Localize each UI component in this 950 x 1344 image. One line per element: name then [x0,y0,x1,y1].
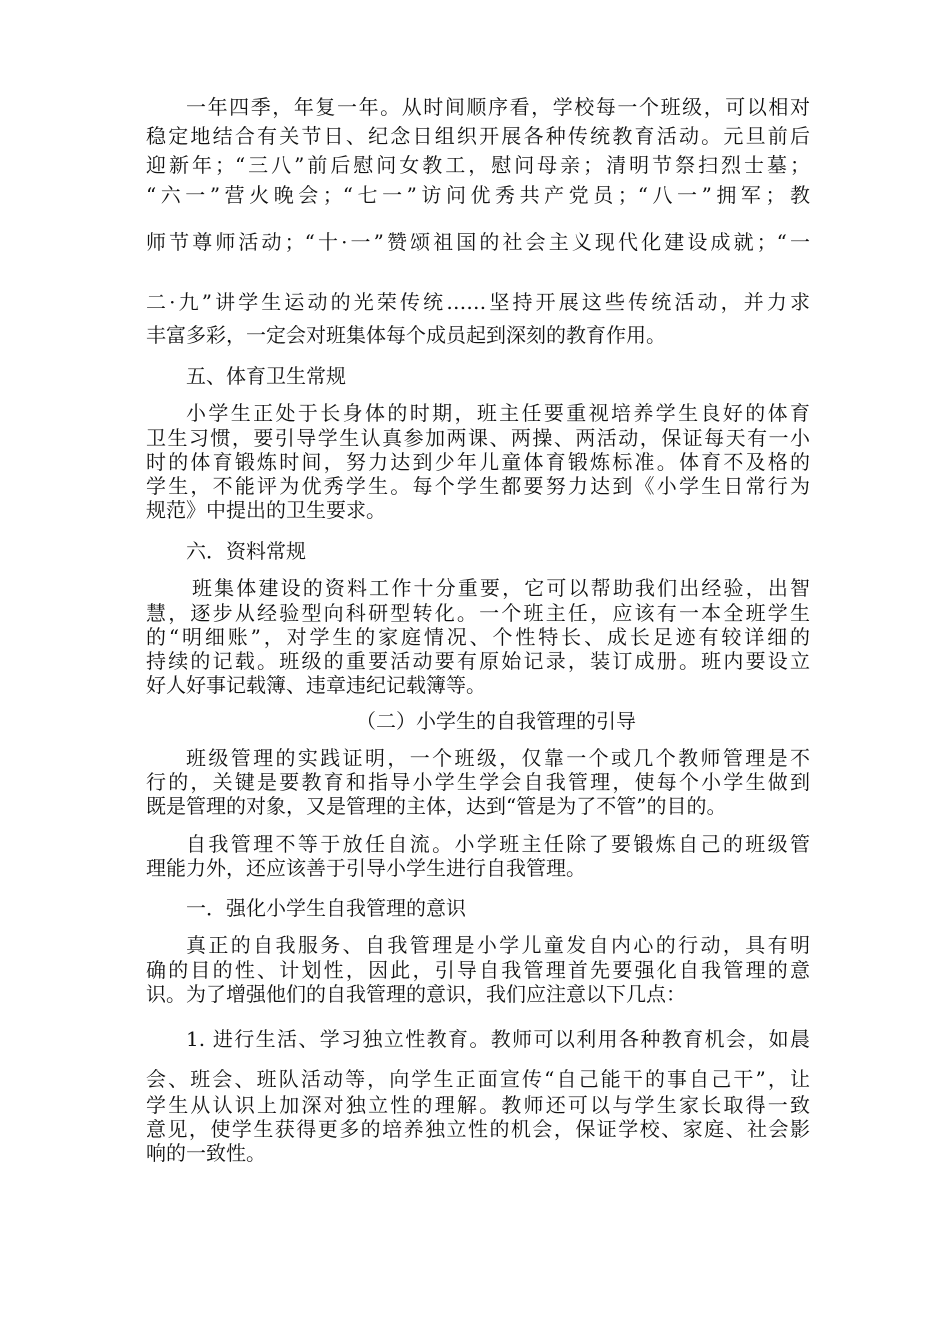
paragraph-line-wrap [146,290,810,315]
paragraph-line-wrap [146,450,810,475]
text-line: 二·九”讲学生运动的光荣传统……坚持开展这些传统活动，并力求 [146,290,810,314]
text-line: 学生，不能评为优秀学生。每个学生都要努力达到《小学生日常行为 [146,474,810,498]
paragraph-line-wrap [146,426,810,451]
paragraph-line-wrap [146,323,810,348]
text-line: 1. 进行生活、学习独立性教育。教师可以利用各种教育机会，如晨 [186,1027,810,1051]
paragraph-line-wrap [146,794,810,819]
paragraph-line-wrap [146,982,810,1007]
text-line: 行的，关键是要教育和指导小学生学会自我管理，使每个小学生做到 [146,770,810,794]
text-line: 时的体育锻炼时间，努力达到少年儿童体育锻炼标准。体育不及格的 [146,450,810,474]
text-line: 自我管理不等于放任自流。小学班主任除了要锻炼自己的班级管 [186,832,810,856]
text-line: 班集体建设的资料工作十分重要，它可以帮助我们出经验，出智 [192,576,810,600]
text-line: “六一”营火晚会；“七一”访问优秀共产党员；“八一”拥军；教 [146,183,810,207]
paragraph-line-wrap [146,124,810,149]
paragraph-class-management [146,746,810,771]
paragraph-line-wrap [146,958,810,983]
paragraph-line-wrap [146,673,810,698]
text-line: 意见，使学生获得更多的培养独立性的机会，保证学校、家庭、社会影 [146,1117,810,1141]
text-line: 师节尊师活动；“十·一”赞颂祖国的社会主义现代化建设成就；“一 [146,230,810,254]
paragraph-line-wrap [146,474,810,499]
text-line: 会、班会、班队活动等，向学生正面宣传“自己能干的事自己干”，让 [146,1067,810,1091]
paragraph-line-wrap [146,498,810,523]
paragraph-line-wrap [146,649,810,674]
paragraph-line-wrap [146,183,810,208]
text-line: 迎新年；“三八”前后慰问女教工，慰问母亲；清明节祭扫烈士墓； [146,153,810,177]
paragraph-line-wrap [146,153,810,178]
section-heading-records [146,539,810,564]
heading-text: 一．强化小学生自我管理的意识 [186,896,466,920]
paragraph-independence-education [146,1027,810,1052]
paragraph-records [146,576,810,601]
text-line: 好人好事记载簿、违章违纪记载簿等。 [146,673,486,697]
text-line: 规范》中提出的卫生要求。 [146,498,386,522]
heading-text: 五、体育卫生常规 [186,364,346,388]
paragraph-line-wrap [146,1067,810,1092]
text-line: 真正的自我服务、自我管理是小学儿童发自内心的行动，具有明 [186,933,810,957]
paragraph-line-wrap [146,601,810,626]
text-line: 持续的记载。班级的重要活动要有原始记录，装订成册。班内要设立 [146,649,810,673]
text-line: 慧，逐步从经验型向科研型转化。一个班主任，应该有一本全班学生 [146,601,810,625]
paragraph-line-wrap [146,770,810,795]
paragraph-line-wrap [146,1093,810,1118]
paragraph-awareness [146,933,810,958]
text-line: 学生从认识上加深对独立性的理解。教师还可以与学生家长取得一致 [146,1093,810,1117]
paragraph-sports [146,401,810,426]
section-heading-sports-hygiene [146,364,810,389]
text-line: 稳定地结合有关节日、纪念日组织开展各种传统教育活动。元旦前后 [146,124,810,148]
text-line: 响的一致性。 [146,1141,266,1165]
text-line: 的“明细账”，对学生的家庭情况、个性特长、成长足迹有较详细的 [146,625,810,649]
paragraph-traditional-activities [146,95,810,120]
paragraph-line-wrap [146,625,810,650]
text-line: 理能力外，还应该善于引导小学生进行自我管理。 [146,856,586,880]
paragraph-line-wrap [146,1141,810,1166]
paragraph-line-wrap [146,1117,810,1142]
paragraph-not-laissez-faire [146,832,810,857]
text-line: 丰富多彩，一定会对班集体每个成员起到深刻的教育作用。 [146,323,666,347]
text-line: 一年四季，年复一年。从时间顺序看，学校每一个班级，可以相对 [186,95,810,119]
text-line: 小学生正处于长身体的时期，班主任要重视培养学生良好的体育 [186,401,810,425]
text-line: 班级管理的实践证明，一个班级，仅靠一个或几个教师管理是不 [186,746,810,770]
text-line: 确的目的性、计划性，因此，引导自我管理首先要强化自我管理的意 [146,958,810,982]
section-heading-self-management: （二）小学生的自我管理的引导 [356,709,636,733]
text-line: 既是管理的对象，又是管理的主体，达到“管是为了不管”的目的。 [146,794,727,818]
paragraph-line-wrap [146,856,810,881]
paragraph-line-wrap [146,230,810,255]
text-line: 识。为了增强他们的自我管理的意识，我们应注意以下几点： [146,982,686,1006]
text-line: 卫生习惯，要引导学生认真参加两课、两操、两活动，保证每天有一小 [146,426,810,450]
section-heading-awareness [146,896,810,921]
heading-text: 六．资料常规 [186,539,306,563]
